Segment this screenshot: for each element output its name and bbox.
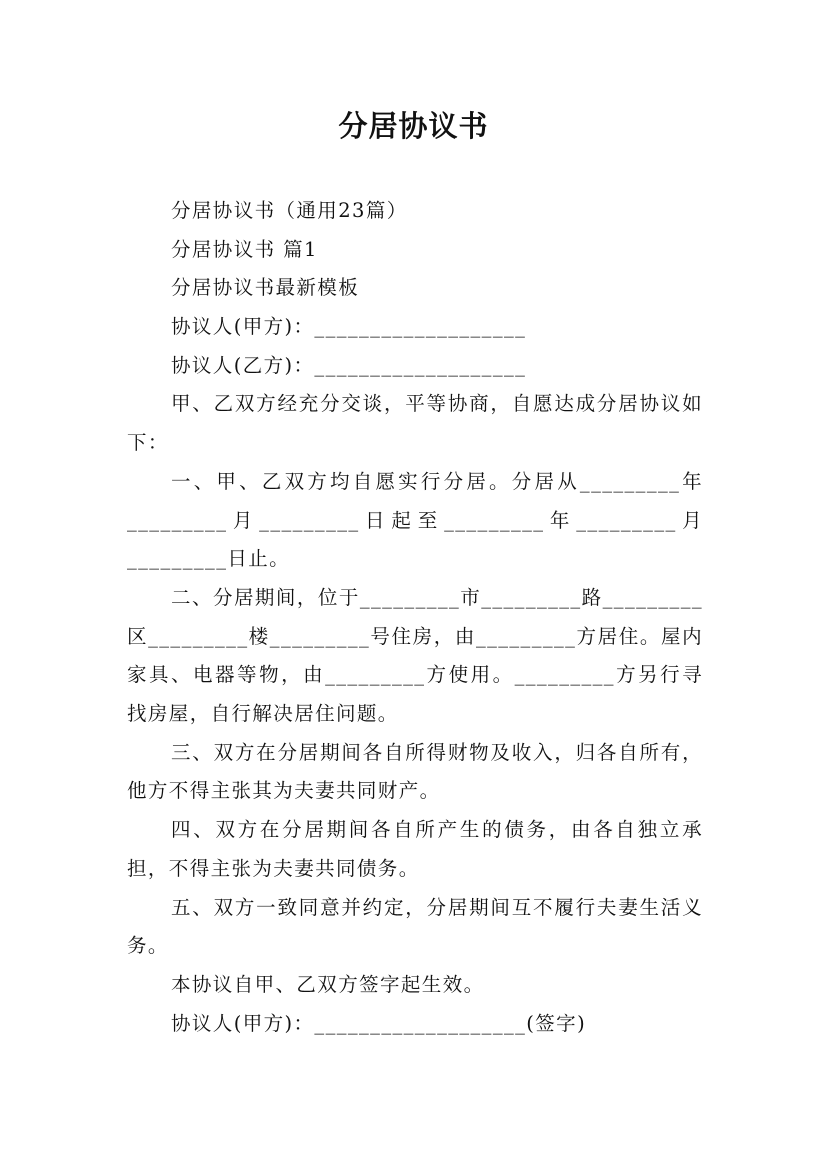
clause-2: 二、分居期间，位于_________市_________路_________区_________楼_________号住房，由_________方居住。屋内家具、电器等物，由_________方使用。_________方另行寻找房屋，自行解决居住问题。 [127,585,704,726]
effective-statement: 本协议自甲、乙双方签字起生效。 [171,972,485,996]
party-a-line: 协议人(甲方)：___________________ [171,315,527,339]
document-title: 分居协议书 [338,109,489,143]
intro-paragraph: 甲、乙双方经充分交谈，平等协商，自愿达成分居协议如下： [127,392,703,455]
clause-1: 一、甲、乙双方均自愿实行分居。分居从_________年_________月_________日起至_________年_________月_________日止。 [127,469,703,571]
subtitle: 分居协议书（通用23篇） [171,199,408,222]
signature-a-line: 协议人(甲方)：___________________(签字) [171,1011,587,1035]
clause-4: 四、双方在分居期间各自所产生的债务，由各自独立承担，不得主张为夫妻共同债务。 [127,818,703,880]
document-body [127,192,703,1043]
section-heading: 分居协议书 篇1 [171,237,318,261]
party-b-line: 协议人(乙方)：___________________ [171,353,527,377]
clause-5: 五、双方一致同意并约定，分居期间互不履行夫妻生活义务。 [127,895,703,958]
clause-3: 三、双方在分居期间各自所得财物及收入，归各自所有，他方不得主张其为夫妻共同财产。 [127,740,703,803]
template-heading: 分居协议书最新模板 [171,276,360,300]
